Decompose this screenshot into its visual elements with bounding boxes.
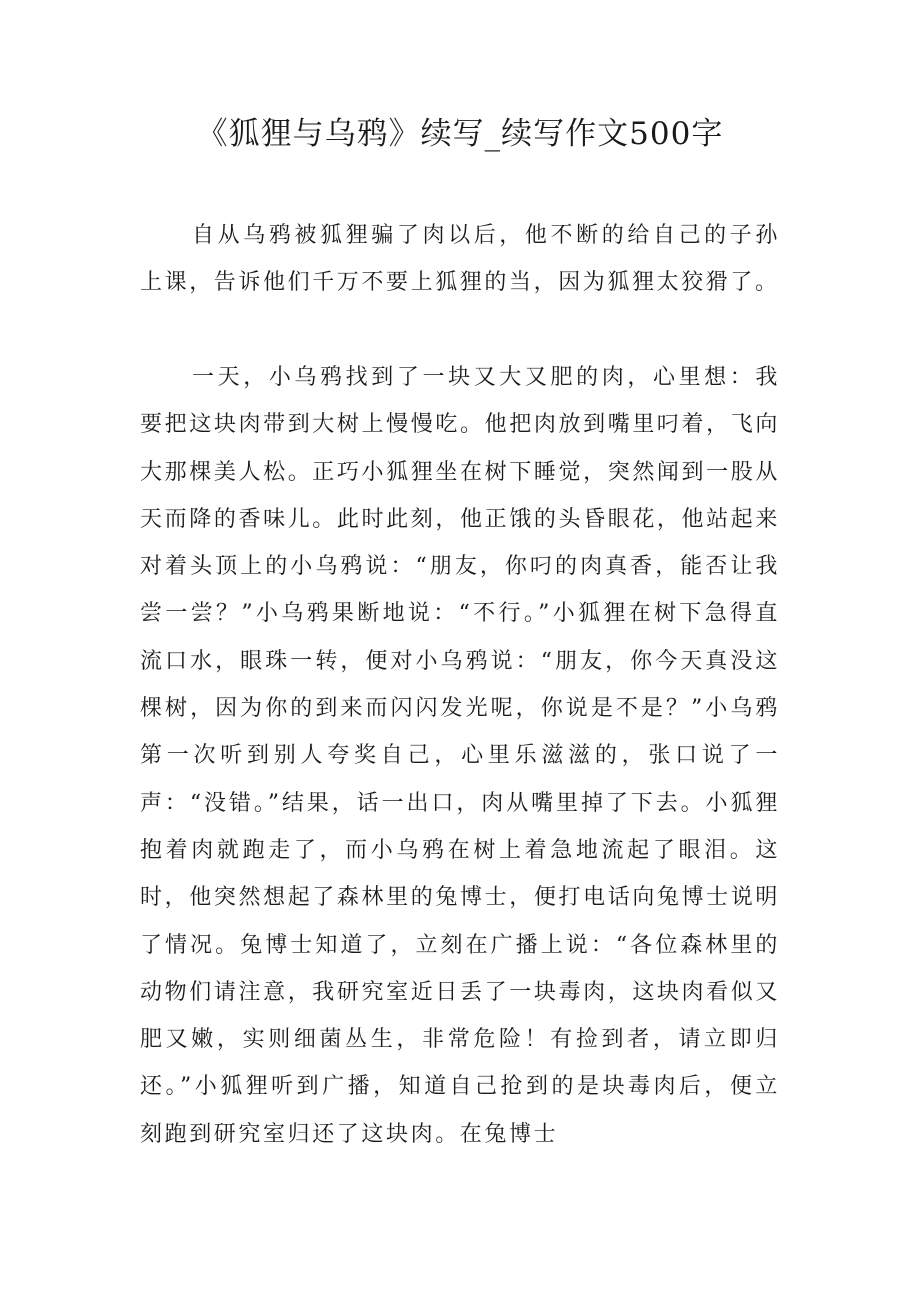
document-title: 《狐狸与乌鸦》续写_续写作文500字 xyxy=(196,116,724,152)
paragraph-story: 一天，小乌鸦找到了一块又大又肥的肉，心里想：我要把这块肉带到大树上慢慢吃。他把肉放到嘴里叼着，飞向大那棵美人松。正巧小狐狸坐在树下睡觉，突然闻到一股从天而降的香味儿。此时此刻，他正饿的头昏眼花，他站起来对着头顶上的小乌鸦说：“朋友，你叼的肉真香，能否让我尝一尝？”小乌鸦果断地说：“不行。”小狐狸在树下急得直流口水，眼珠一转，便对小乌鸦说：“朋友，你今天真没这棵树，因为你的到来而闪闪发光呢，你说是不是？”小乌鸦第一次听到别人夸奖自己，心里乐滋滋的，张口说了一声：“没错。”结果，话一出口，肉从嘴里掉了下去。小狐狸抱着肉就跑走了，而小乌鸦在树上着急地流起了眼泪。这时，他突然想起了森林里的兔博士，便打电话向兔博士说明了情况。兔博士知道了，立刻在广播上说：“各位森林里的动物们请注意，我研究室近日丢了一块毒肉，这块肉看似又肥又嫩，实则细菌丛生，非常危险！有捡到者，请立即归还。”小狐狸听到广播，知道自己抢到的是块毒肉后，便立刻跑到研究室归还了这块肉。在兔博士 xyxy=(140,365,780,1147)
paragraph-intro: 自从乌鸦被狐狸骗了肉以后，他不断的给自己的子孙上课，告诉他们千万不要上狐狸的当，因为狐狸太狡猾了。 xyxy=(140,223,780,296)
